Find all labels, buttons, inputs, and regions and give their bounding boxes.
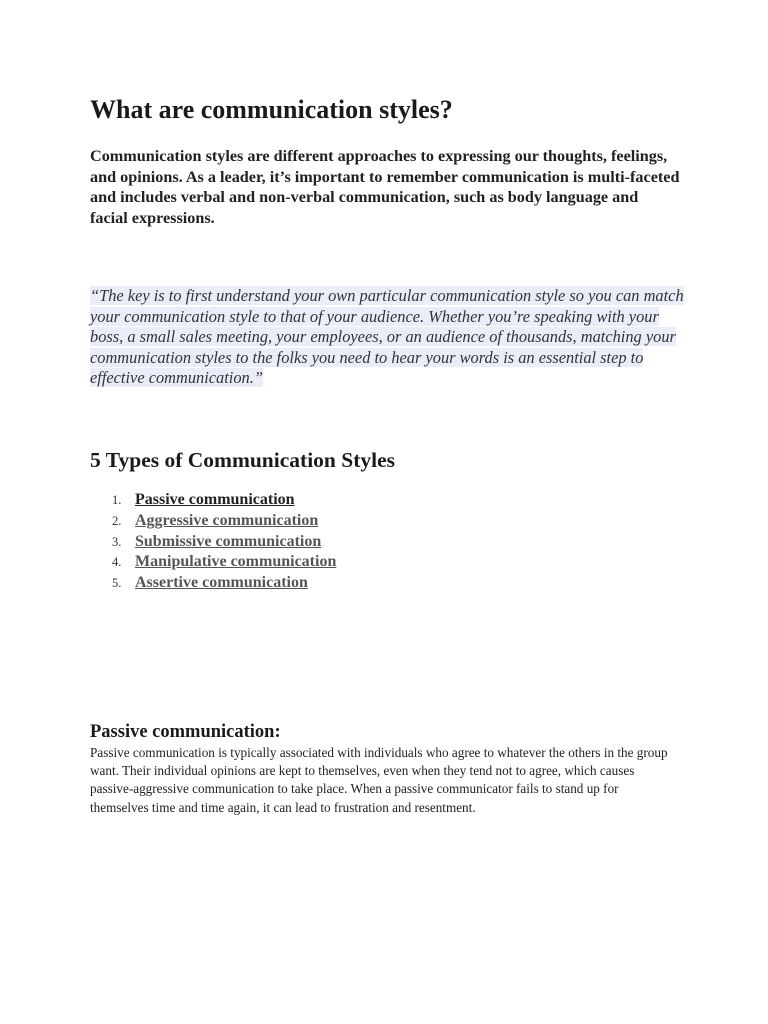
types-list (90, 490, 336, 594)
page-title: What are communication styles? (90, 95, 453, 124)
link-submissive-communication[interactable]: Submissive communication (135, 532, 322, 550)
link-passive-communication[interactable]: Passive communication (135, 491, 295, 508)
list-item (90, 552, 336, 573)
link-manipulative-communication[interactable]: Manipulative communication (135, 553, 337, 571)
quote-text: “The key is to first understand your own particular communication style so you can match your communication style to that of your audience. Whether you’re speaking with your boss, a small sales meeting, your employees, or an audience of thousands, matching your communication styles to the folks you need to hear your words is an essential step to effective communication.” (90, 286, 684, 388)
link-assertive-communication[interactable]: Assertive communication (135, 574, 308, 592)
list-number: 4. (112, 555, 122, 570)
passive-section-heading: Passive communication: (90, 722, 281, 742)
list-number: 3. (112, 534, 122, 549)
intro-paragraph: Communication styles are different approaches to expressing our thoughts, feelings, and opinions. As a leader, it’s important to remember communication is multi-faceted and includes verbal and non-verbal communication, such as body language and facial expressions. (90, 147, 680, 227)
list-number: 1. (112, 493, 122, 507)
list-item (90, 490, 336, 511)
list-number: 2. (112, 513, 122, 528)
passive-section-body: Passive communication is typically associated with individuals who agree to whatever the others in the group want. Their individual opinions are kept to themselves, even when they tend not to agree, which causes passive-aggressive communication to take place. When a passive communicator fails to stand up for themselves time and time again, it can lead to frustration and resentment. (90, 745, 668, 815)
link-aggressive-communication[interactable]: Aggressive communication (135, 511, 319, 529)
list-item (90, 573, 336, 594)
types-heading: 5 Types of Communication Styles (90, 448, 395, 472)
highlighted-quote (90, 286, 690, 389)
list-item (90, 511, 336, 532)
list-item (90, 532, 336, 553)
list-number: 5. (112, 576, 122, 591)
